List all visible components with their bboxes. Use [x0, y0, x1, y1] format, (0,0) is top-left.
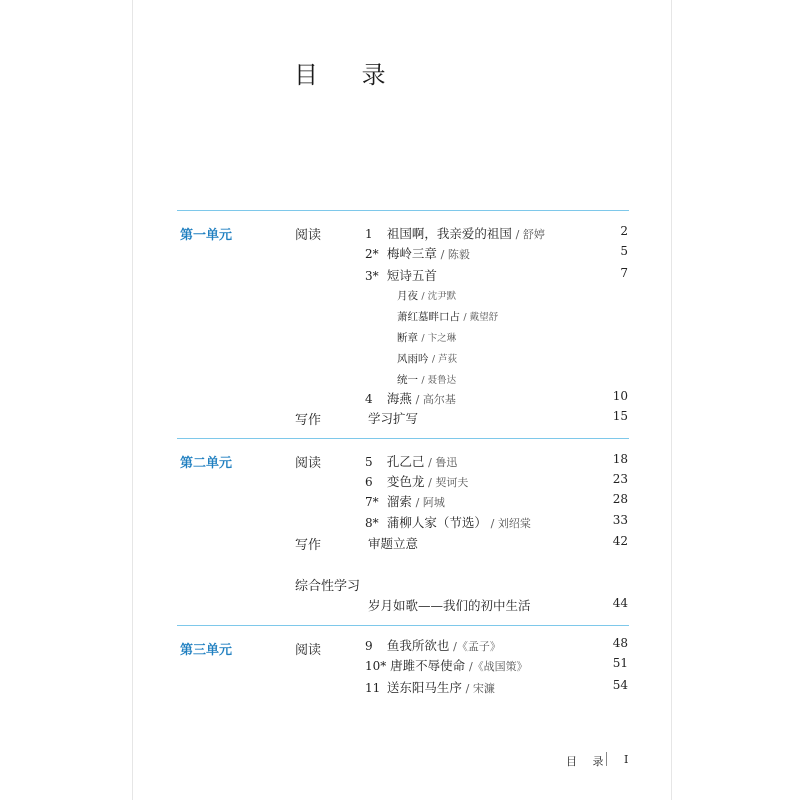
entry-title: 月夜 [397, 290, 418, 302]
toc-entry[interactable] [365, 266, 437, 284]
entry-author: / 鲁迅 [428, 456, 458, 469]
unit-title: 第二单元 [180, 456, 233, 471]
entry-number: 8* [365, 516, 379, 530]
toc-entry[interactable] [365, 472, 468, 490]
entry-author: / 戴望舒 [463, 312, 499, 323]
entry-number: 7* [365, 495, 379, 509]
entry-title: 蒲柳人家（节选） [386, 515, 487, 530]
toc-subentry[interactable] [397, 372, 456, 387]
entry-number: 10* [365, 659, 387, 673]
entry-number: 6 [365, 475, 373, 489]
entry-number: 3* [365, 269, 379, 283]
entry-author: /《战国策》 [468, 660, 528, 673]
entry-title: 海燕 [386, 391, 412, 406]
toc-entry[interactable] [368, 534, 418, 552]
toc-subentry[interactable] [397, 330, 456, 345]
entry-author: / 沈尹默 [421, 291, 457, 302]
toc-entry[interactable] [368, 596, 531, 614]
section-label: 写作 [295, 413, 322, 428]
entry-author: / 聂鲁达 [421, 375, 457, 386]
entry-number: 1 [365, 227, 373, 241]
unit-title: 第一单元 [180, 228, 233, 243]
entry-page-number: 7 [620, 266, 628, 280]
entry-number: 9 [365, 639, 373, 653]
entry-number: 5 [365, 455, 373, 469]
toc-subentry[interactable] [397, 309, 498, 324]
entry-author: / 高尔基 [415, 393, 456, 406]
entry-page-number: 54 [612, 678, 628, 692]
toc-entry[interactable] [365, 244, 470, 262]
entry-author: / 阿城 [415, 496, 445, 509]
entry-author: / 舒婷 [515, 228, 545, 241]
entry-author: / 卞之琳 [421, 333, 457, 344]
entry-title: 变色龙 [386, 474, 425, 489]
entry-title: 审题立意 [368, 536, 419, 551]
entry-title: 唐雎不辱使命 [390, 658, 466, 673]
entry-page-number: 15 [612, 409, 628, 423]
entry-title: 鱼我所欲也 [386, 638, 450, 653]
entry-page-number: 44 [612, 596, 628, 610]
unit-divider [177, 210, 629, 211]
section-label: 阅读 [295, 643, 322, 658]
entry-title: 风雨吟 [397, 353, 429, 365]
footer-divider [606, 752, 607, 766]
entry-page-number: 23 [612, 472, 628, 486]
entry-author: / 陈毅 [440, 248, 470, 261]
entry-title: 学习扩写 [368, 411, 419, 426]
entry-page-number: 5 [620, 244, 628, 258]
entry-page-number: 42 [612, 534, 628, 548]
entry-page-number: 2 [620, 224, 628, 238]
footer-page-number: I [624, 753, 629, 766]
toc-entry[interactable] [365, 224, 545, 242]
toc-entry[interactable] [365, 452, 457, 470]
entry-author: / 宋濂 [465, 682, 495, 695]
unit-title: 第三单元 [180, 643, 233, 658]
entry-number: 4 [365, 392, 373, 406]
toc-subentry[interactable] [397, 288, 456, 303]
unit-divider [177, 625, 629, 626]
entry-title: 统一 [397, 374, 418, 386]
entry-author: / 芦荻 [431, 354, 458, 365]
entry-title: 短诗五首 [386, 268, 437, 283]
entry-author: / 刘绍棠 [490, 517, 531, 530]
entry-title: 孔乙己 [386, 454, 425, 469]
toc-entry[interactable] [368, 409, 418, 427]
entry-page-number: 51 [612, 656, 628, 670]
toc-entry[interactable] [365, 636, 501, 654]
entry-title: 萧红墓畔口占 [397, 311, 460, 323]
unit-divider [177, 438, 629, 439]
entry-title: 溜索 [386, 494, 412, 509]
footer-label: 目 录 [566, 755, 610, 768]
section-label: 阅读 [295, 456, 322, 471]
entry-title: 送东阳马生序 [386, 680, 462, 695]
toc-entry[interactable] [365, 513, 531, 531]
toc-entry[interactable] [365, 678, 495, 696]
entry-title: 祖国啊，我亲爱的祖国 [386, 226, 512, 241]
entry-number: 2* [365, 247, 379, 261]
toc-entry[interactable] [365, 656, 528, 674]
entry-number: 11 [365, 681, 381, 695]
entry-title: 梅岭三章 [386, 246, 437, 261]
entry-title: 断章 [397, 332, 418, 344]
section-label: 阅读 [295, 228, 322, 243]
page-title: 目 录 [294, 61, 404, 89]
entry-page-number: 33 [612, 513, 628, 527]
entry-title: 岁月如歌——我们的初中生活 [368, 598, 531, 613]
entry-author: /《孟子》 [453, 640, 501, 653]
toc-entry[interactable] [365, 492, 445, 510]
entry-page-number: 28 [612, 492, 628, 506]
toc-subentry[interactable] [397, 351, 457, 366]
entry-page-number: 10 [612, 389, 628, 403]
entry-page-number: 48 [612, 636, 628, 650]
entry-author: / 契诃夫 [428, 476, 469, 489]
entry-page-number: 18 [612, 452, 628, 466]
section-label: 综合性学习 [295, 579, 361, 594]
section-label: 写作 [295, 538, 322, 553]
toc-entry[interactable] [365, 389, 456, 407]
